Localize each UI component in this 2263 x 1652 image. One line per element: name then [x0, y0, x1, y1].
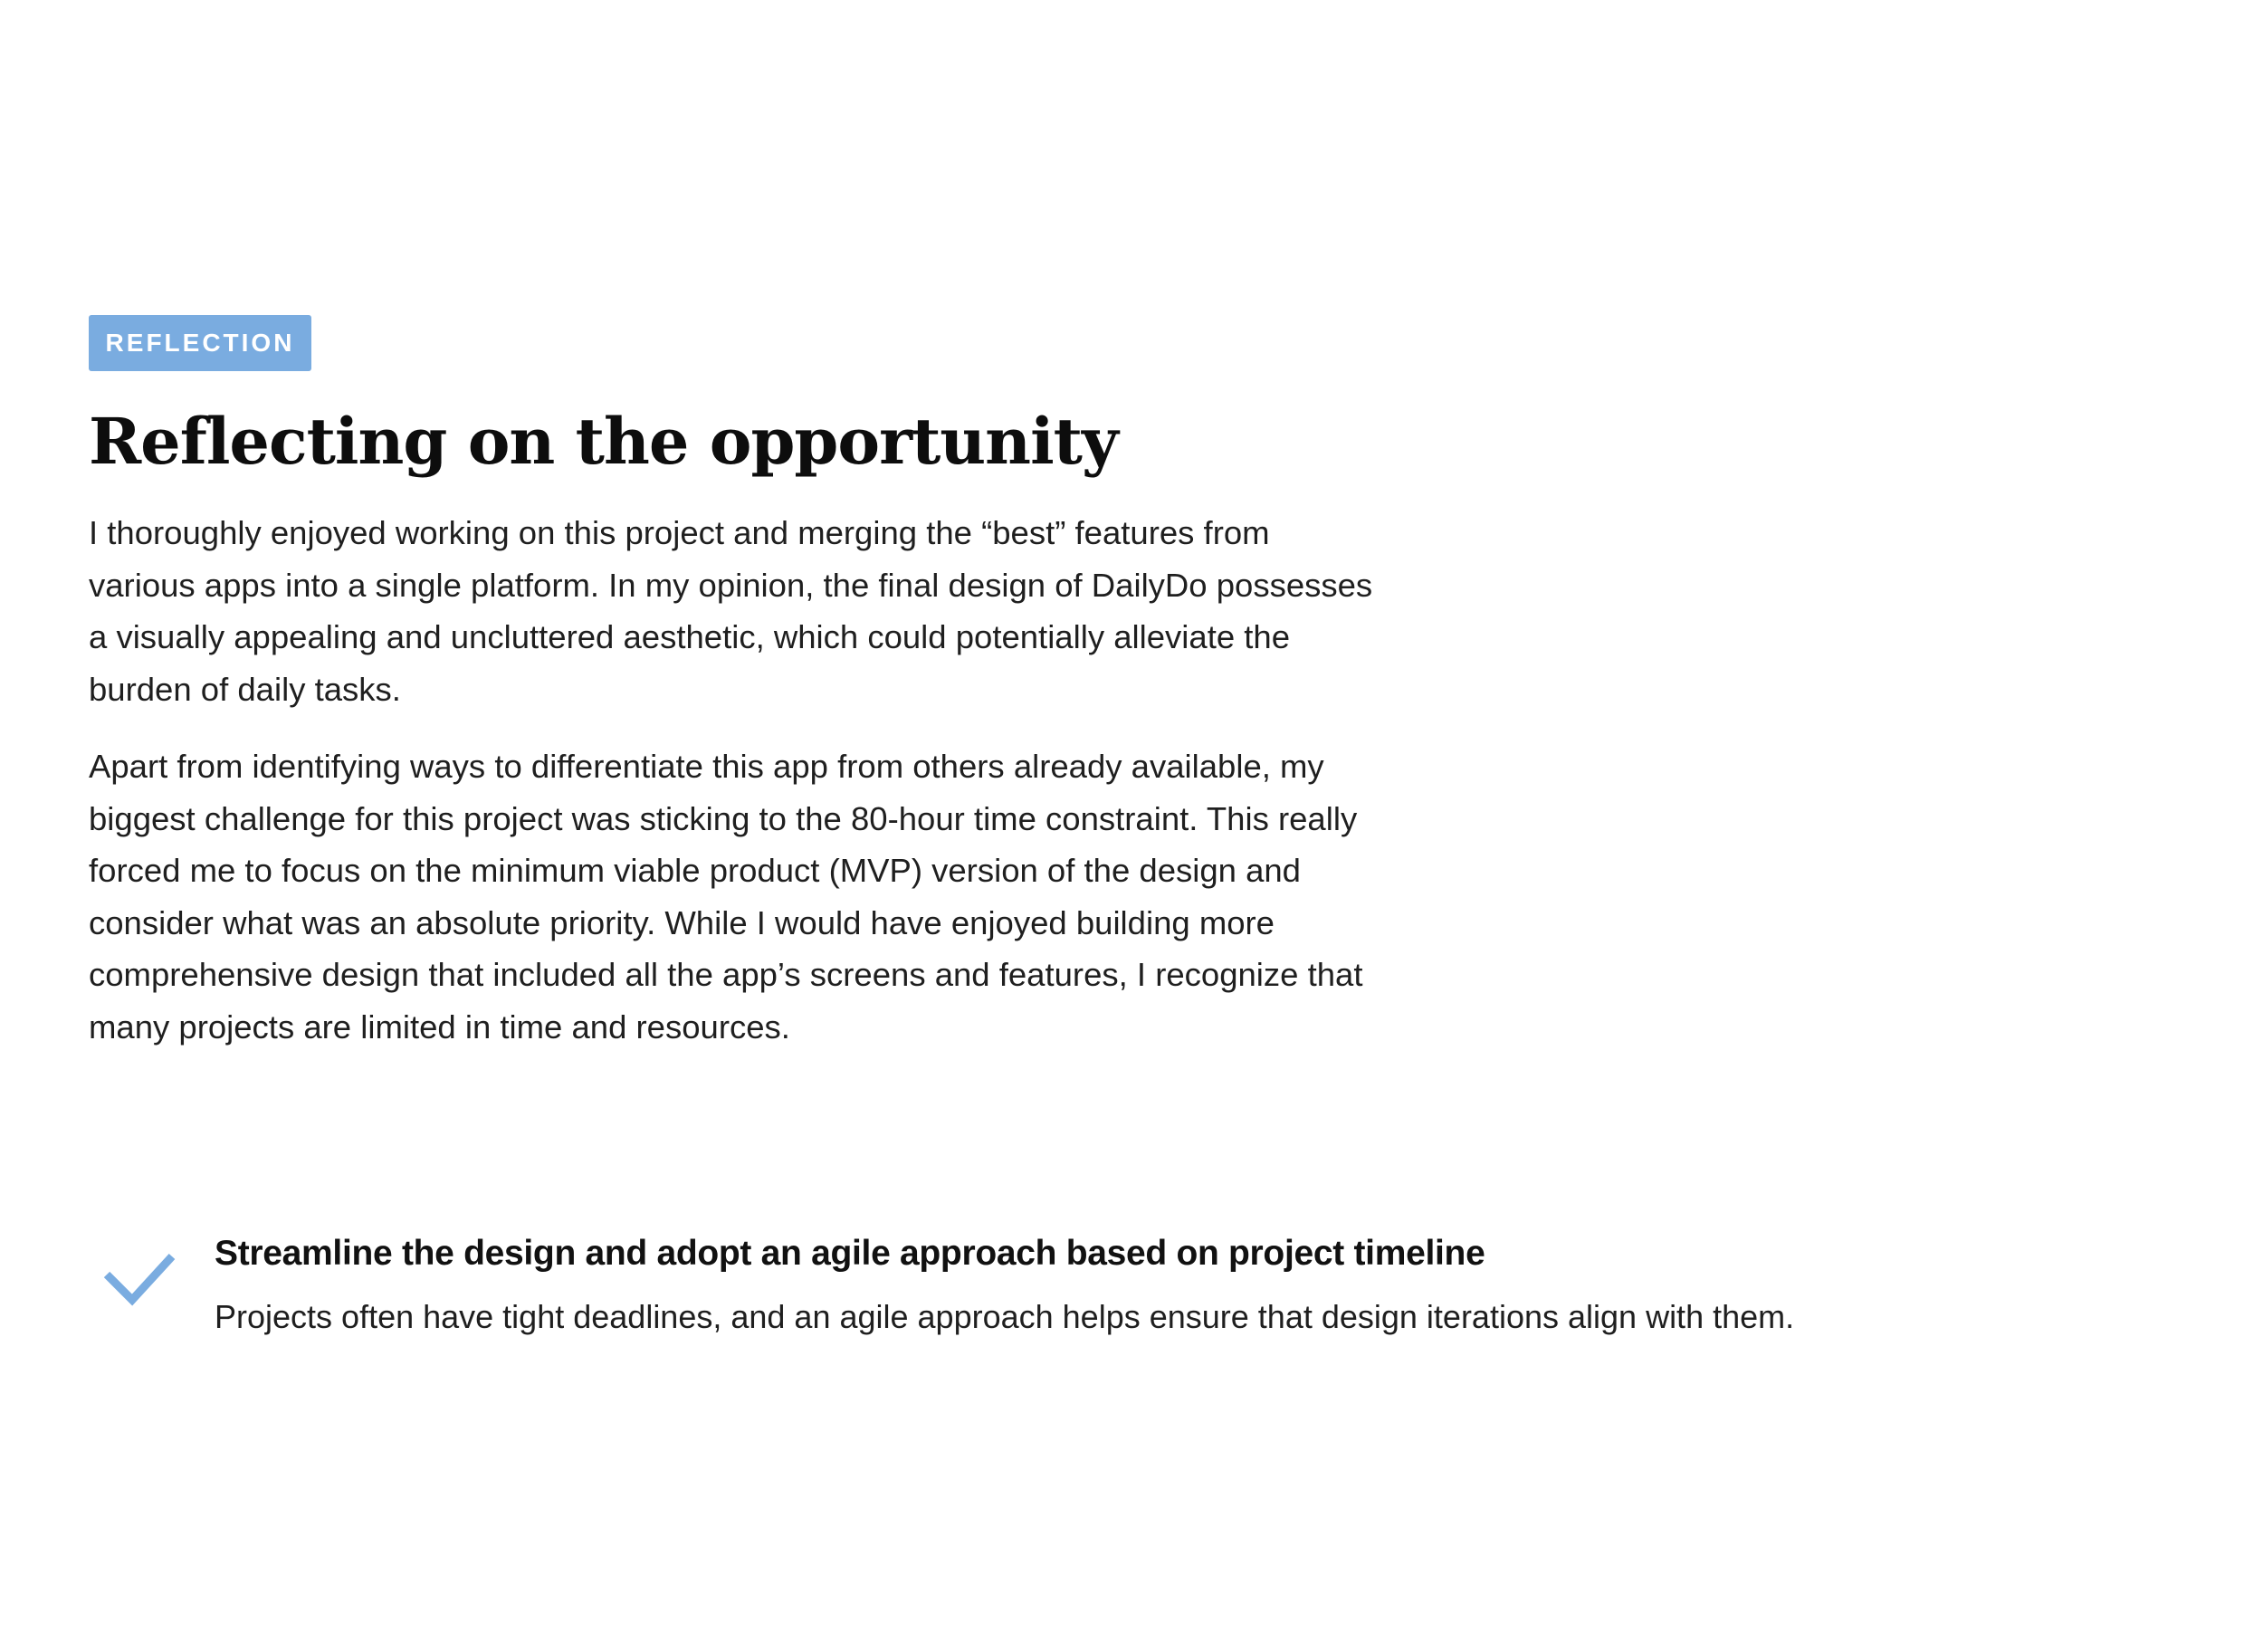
reflection-paragraph-1: I thoroughly enjoyed working on this project and merging the “best” features from various apps into a single platform. In my opinion, the final design of DailyDo possesses a visually appealing and uncluttered aesthetic, which could potentially alleviate the burden of daily tasks. — [89, 514, 1373, 708]
takeaway-description: Projects often have tight deadlines, and an agile approach helps ensure that design iterations align with them. — [215, 1298, 1795, 1335]
takeaway-title: Streamline the design and adopt an agile approach based on project timeline — [215, 1234, 1485, 1273]
section-badge: REFLECTION — [89, 315, 311, 371]
checkmark-icon — [101, 1249, 177, 1307]
section-title: Reflecting on the opportunity — [89, 404, 1118, 479]
reflection-paragraph-2: Apart from identifying ways to differentiate this app from others already available, my biggest challenge for this project was sticking to the 80-hour time constraint. This really forced me to focus on the minimum viable product (MVP) version of the design and consider what was an absolute priority. While I would have enjoyed building more comprehensive design that included all the app’s screens and features, I recognize that many projects are limited in time and resources. — [89, 748, 1363, 1046]
